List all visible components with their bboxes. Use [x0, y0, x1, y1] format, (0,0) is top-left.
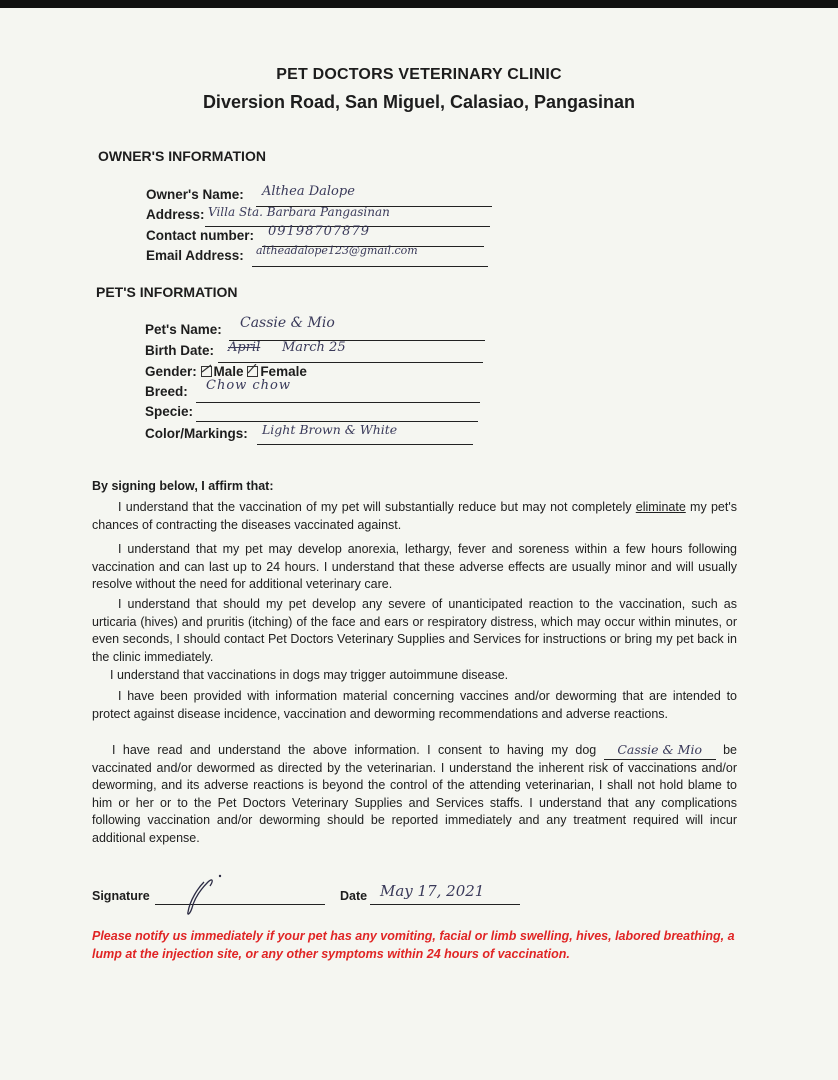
contact-label: Contact number:: [146, 228, 254, 243]
color-line: [257, 444, 473, 445]
pet-name-value: Cassie & Mio: [240, 315, 335, 331]
scan-top-edge: [0, 0, 838, 8]
contact-value: 09198707879: [268, 224, 370, 239]
dog-name-blank: Cassie & Mio: [604, 741, 716, 760]
date-label: Date: [340, 889, 368, 903]
affirm-paragraph-6: I have read and understand the above information. I consent to having my dog Cassie & Mio be vaccinated and/or dewormed as directed by the veterinarian. I understand the inherent risk of vaccinations and/or deworming, and its adverse reactions is beyond the control of the attending veterinarian, I shall not hold blame to him or her or to the Pet Doctors Veterinary Supplies and Services staffs. I understand that any complications following vaccination and/or deworming should be reported immediately and any treatment required will incur additional expense.: [92, 742, 737, 845]
affirm-paragraph-1: I understand that the vaccination of my pet will substantially reduce but may not completely eliminate my pet's chances of contracting the diseases vaccinated against.: [92, 500, 737, 532]
email-label: Email Address:: [146, 248, 244, 263]
email-value: altheadalope123@gmail.com: [256, 244, 418, 257]
pet-name-line: [229, 340, 485, 341]
specie-label: Specie:: [145, 404, 194, 419]
gender-female-label: Female: [260, 364, 307, 379]
clinic-address: Diversion Road, San Miguel, Calasiao, Pangasinan: [202, 92, 636, 112]
female-checkbox[interactable]: [247, 366, 258, 377]
affirm-heading: By signing below, I affirm that:: [92, 479, 274, 493]
gender-male-label: Male: [213, 364, 244, 379]
affirm-paragraph-5: I have been provided with information material concerning vaccines and/or deworming that are intended to protect against disease incidence, vaccination and deworming recommendations and adverse reactions.: [92, 689, 737, 721]
notice-text: Please notify us immediately if your pet has any vomiting, facial or limb swelling, hives, labored breathing, a lump at the injection site, or any other symptoms within 24 hours of vaccination.: [92, 929, 735, 961]
signature-scribble: [178, 868, 238, 918]
date-line: [370, 904, 520, 905]
date-value: May 17, 2021: [380, 882, 485, 900]
pet-section-title: PET'S INFORMATION: [96, 284, 238, 300]
owner-section-title: OWNER'S INFORMATION: [98, 148, 266, 164]
gender-label: Gender:: [145, 364, 197, 379]
male-checkbox[interactable]: [201, 366, 212, 377]
color-label: Color/Markings:: [145, 426, 248, 441]
birth-date-line: [218, 362, 483, 363]
birth-date-struck: April: [228, 340, 261, 355]
affirm-paragraph-3: I understand that should my pet develop any severe of unanticipated reaction to the vaccination, such as urticaria (hives) and pruritis (itching) of the face and ears or respiratory distress, which may occur within minutes, or even seconds, I should contact Pet Doctors Veterinary Supplies and Services for instructions or bring my pet back in the clinic immediately.: [92, 597, 737, 664]
affirm-paragraph-2: I understand that my pet may develop anorexia, lethargy, fever and soreness within a few hours following vaccination and can last up to 24 hours. I understand that these adverse effects are usually minor and will usually resolve without the need for additional veterinary care.: [92, 542, 737, 592]
owner-name-value: Althea Dalope: [262, 184, 355, 199]
check-mark-icon: [247, 364, 258, 375]
address-value: Villa Sta. Barbara Pangasinan: [208, 205, 390, 219]
address-label: Address:: [146, 207, 205, 222]
breed-line: [196, 402, 480, 403]
affirm-paragraph-4: I understand that vaccinations in dogs may trigger autoimmune disease.: [110, 668, 509, 682]
signature-label: Signature: [92, 889, 150, 903]
breed-value: Chow chow: [206, 378, 292, 393]
color-value: Light Brown & White: [262, 422, 398, 437]
birth-date-value: March 25: [282, 340, 346, 355]
email-line: [252, 266, 488, 267]
gender-row: [145, 364, 307, 379]
owner-name-label: Owner's Name:: [146, 187, 244, 202]
clinic-name: PET DOCTORS VETERINARY CLINIC: [276, 66, 562, 83]
breed-label: Breed:: [145, 384, 188, 399]
eliminate-underlined: eliminate: [635, 500, 686, 514]
check-mark-icon: [201, 364, 212, 375]
birth-date-label: Birth Date:: [145, 343, 215, 358]
pet-name-label: Pet's Name:: [145, 322, 222, 337]
